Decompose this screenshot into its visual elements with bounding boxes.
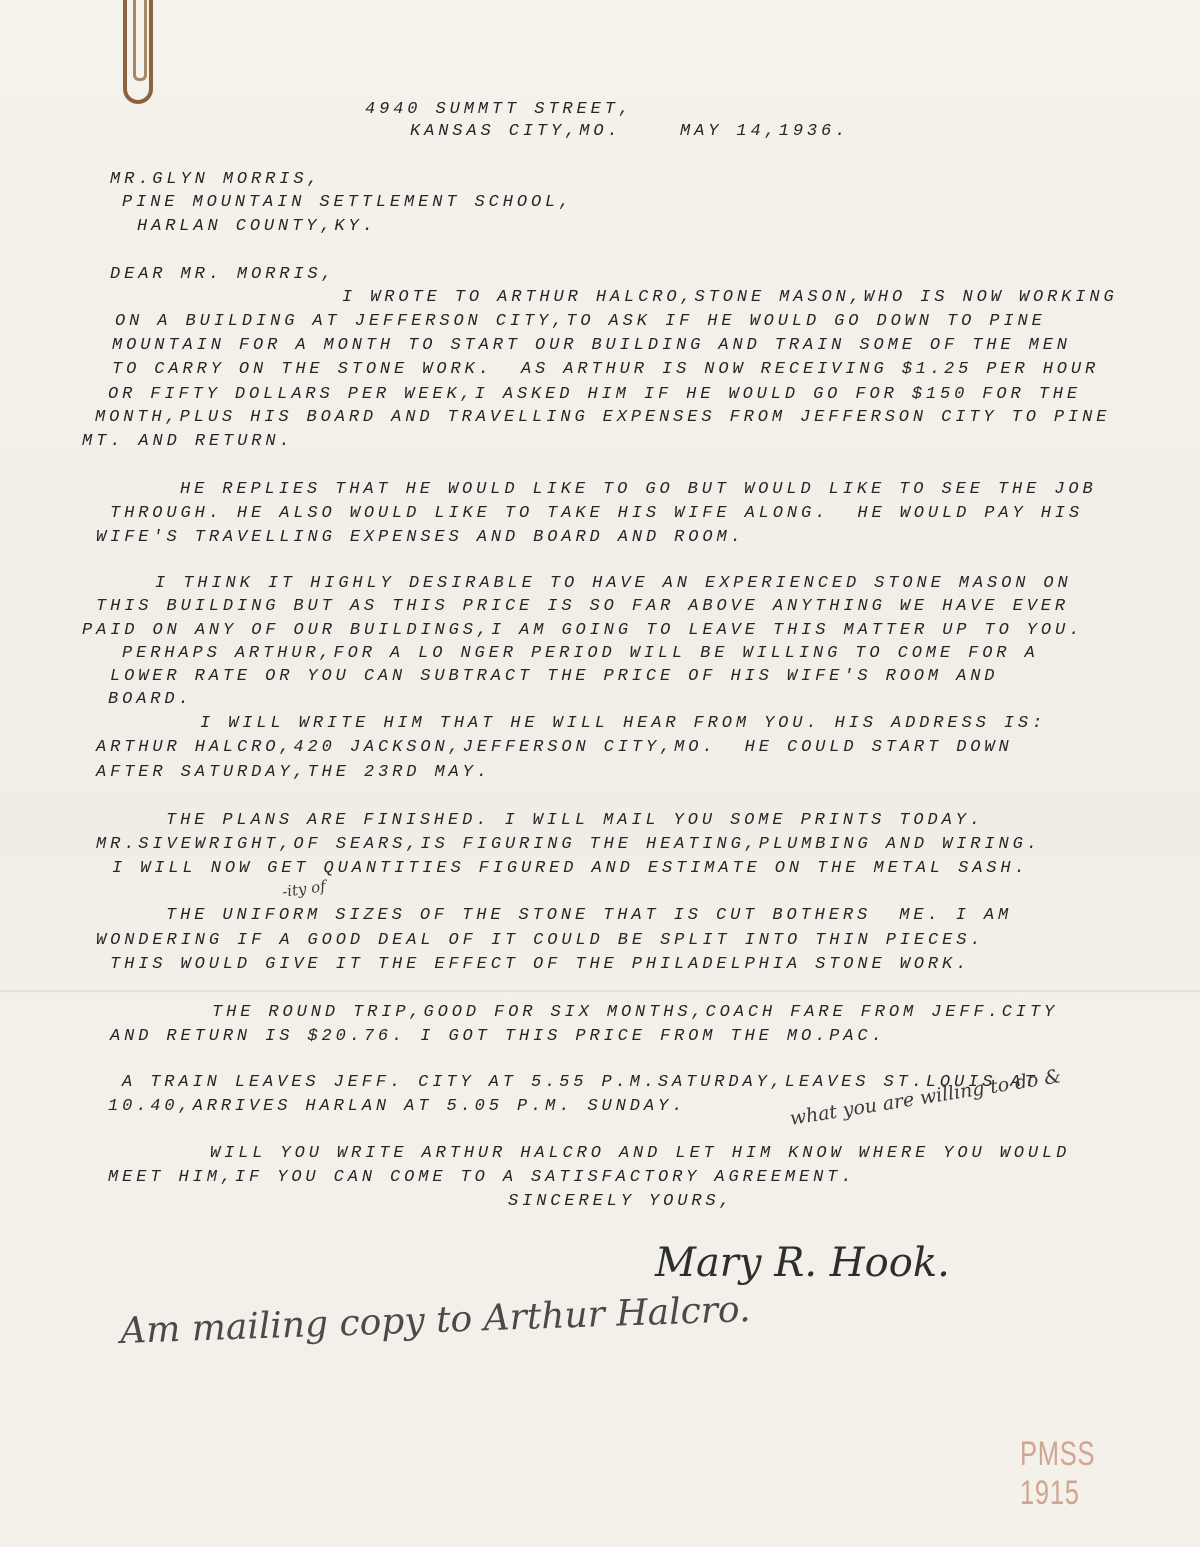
letter-line: MONTH,PLUS HIS BOARD AND TRAVELLING EXPENSES FROM JEFFERSON CITY TO PINE [95, 408, 1111, 427]
letter-line: SINCERELY YOURS, [508, 1192, 734, 1211]
letter-line: THE PLANS ARE FINISHED. I WILL MAIL YOU SOME PRINTS TODAY. [166, 811, 984, 830]
paper-clip-stain-inner [133, 0, 147, 81]
letter-line: 10.40,ARRIVES HARLAN AT 5.05 P.M. SUNDAY. [108, 1097, 687, 1116]
letter-line: A TRAIN LEAVES JEFF. CITY AT 5.55 P.M.SATURDAY,LEAVES ST.LOUIS AT [122, 1073, 1039, 1092]
letter-line: PINE MOUNTAIN SETTLEMENT SCHOOL, [122, 193, 574, 212]
letter-line: AND RETURN IS $20.76. I GOT THIS PRICE FROM THE MO.PAC. [110, 1027, 886, 1046]
letter-line: MR.GLYN MORRIS, [110, 170, 322, 189]
handwritten-insert-uniformity: -ity of [280, 877, 327, 901]
letter-line: DEAR MR. MORRIS, [110, 265, 336, 284]
letter-line: LOWER RATE OR YOU CAN SUBTRACT THE PRICE OF HIS WIFE'S ROOM AND [110, 667, 999, 686]
letter-line: WILL YOU WRITE ARTHUR HALCRO AND LET HIM KNOW WHERE YOU WOULD [210, 1144, 1071, 1163]
letter-line: MR.SIVEWRIGHT,OF SEARS,IS FIGURING THE HEATING,PLUMBING AND WIRING. [96, 835, 1041, 854]
letter-line: THIS WOULD GIVE IT THE EFFECT OF THE PHILADELPHIA STONE WORK. [110, 955, 971, 974]
letter-line: KANSAS CITY,MO. [410, 122, 622, 141]
letter-line: I THINK IT HIGHLY DESIRABLE TO HAVE AN EXPERIENCED STONE MASON ON [155, 574, 1072, 593]
letter-line: THE UNIFORM SIZES OF THE STONE THAT IS CUT BOTHERS ME. I AM [166, 906, 1013, 925]
letter-line: PERHAPS ARTHUR,FOR A LO NGER PERIOD WILL BE WILLING TO COME FOR A [122, 644, 1039, 663]
letter-line: WIFE'S TRAVELLING EXPENSES AND BOARD AND ROOM. [96, 528, 745, 547]
letter-line: TO CARRY ON THE STONE WORK. AS ARTHUR IS NOW RECEIVING $1.25 PER HOUR [112, 360, 1100, 379]
signature: Mary R. Hook. [655, 1240, 950, 1286]
letter-line: 4940 SUMMTT STREET, [365, 100, 633, 119]
letter-line: HARLAN COUNTY,KY. [137, 217, 377, 236]
letter-line: I WILL WRITE HIM THAT HE WILL HEAR FROM YOU. HIS ADDRESS IS: [200, 714, 1047, 733]
letter-line: OR FIFTY DOLLARS PER WEEK,I ASKED HIM IF HE WOULD GO FOR $150 FOR THE [108, 385, 1082, 404]
handwritten-insert-willing: what you are willing to do & [788, 1065, 1063, 1130]
letter-line: PAID ON ANY OF OUR BUILDINGS,I AM GOING TO LEAVE THIS MATTER UP TO YOU. [82, 621, 1084, 640]
letter-line: BOARD. [108, 690, 193, 709]
letter-line: ON A BUILDING AT JEFFERSON CITY,TO ASK IF HE WOULD GO DOWN TO PINE [115, 312, 1046, 331]
letter-line: I WILL NOW GET QUANTITIES FIGURED AND ESTIMATE ON THE METAL SASH. [112, 859, 1029, 878]
archive-stamp: PMSS 1915 [1020, 1435, 1096, 1512]
letter-line: THE ROUND TRIP,GOOD FOR SIX MONTHS,COACH FARE FROM JEFF.CITY [212, 1003, 1059, 1022]
letter-line: HE REPLIES THAT HE WOULD LIKE TO GO BUT WOULD LIKE TO SEE THE JOB [180, 480, 1097, 499]
letter-line: WONDERING IF A GOOD DEAL OF IT COULD BE SPLIT INTO THIN PIECES. [96, 931, 985, 950]
letter-line: ARTHUR HALCRO,420 JACKSON,JEFFERSON CITY,MO. HE COULD START DOWN [96, 738, 1013, 757]
letter-line: THIS BUILDING BUT AS THIS PRICE IS SO FAR ABOVE ANYTHING WE HAVE EVER [96, 597, 1070, 616]
letter-line: THROUGH. HE ALSO WOULD LIKE TO TAKE HIS WIFE ALONG. HE WOULD PAY HIS [110, 504, 1084, 523]
letter-line: MAY 14,1936. [680, 122, 850, 141]
handwritten-postscript: Am mailing copy to Arthur Halcro. [119, 1289, 752, 1352]
paper-fold [0, 990, 1200, 992]
letter-line: AFTER SATURDAY,THE 23RD MAY. [96, 763, 491, 782]
letter-line: I WROTE TO ARTHUR HALCRO,STONE MASON,WHO IS NOW WORKING [342, 288, 1118, 307]
letter-line: MOUNTAIN FOR A MONTH TO START OUR BUILDING AND TRAIN SOME OF THE MEN [112, 336, 1071, 355]
letter-line: MEET HIM,IF YOU CAN COME TO A SATISFACTORY AGREEMENT. [108, 1168, 856, 1187]
letter-line: MT. AND RETURN. [82, 432, 294, 451]
